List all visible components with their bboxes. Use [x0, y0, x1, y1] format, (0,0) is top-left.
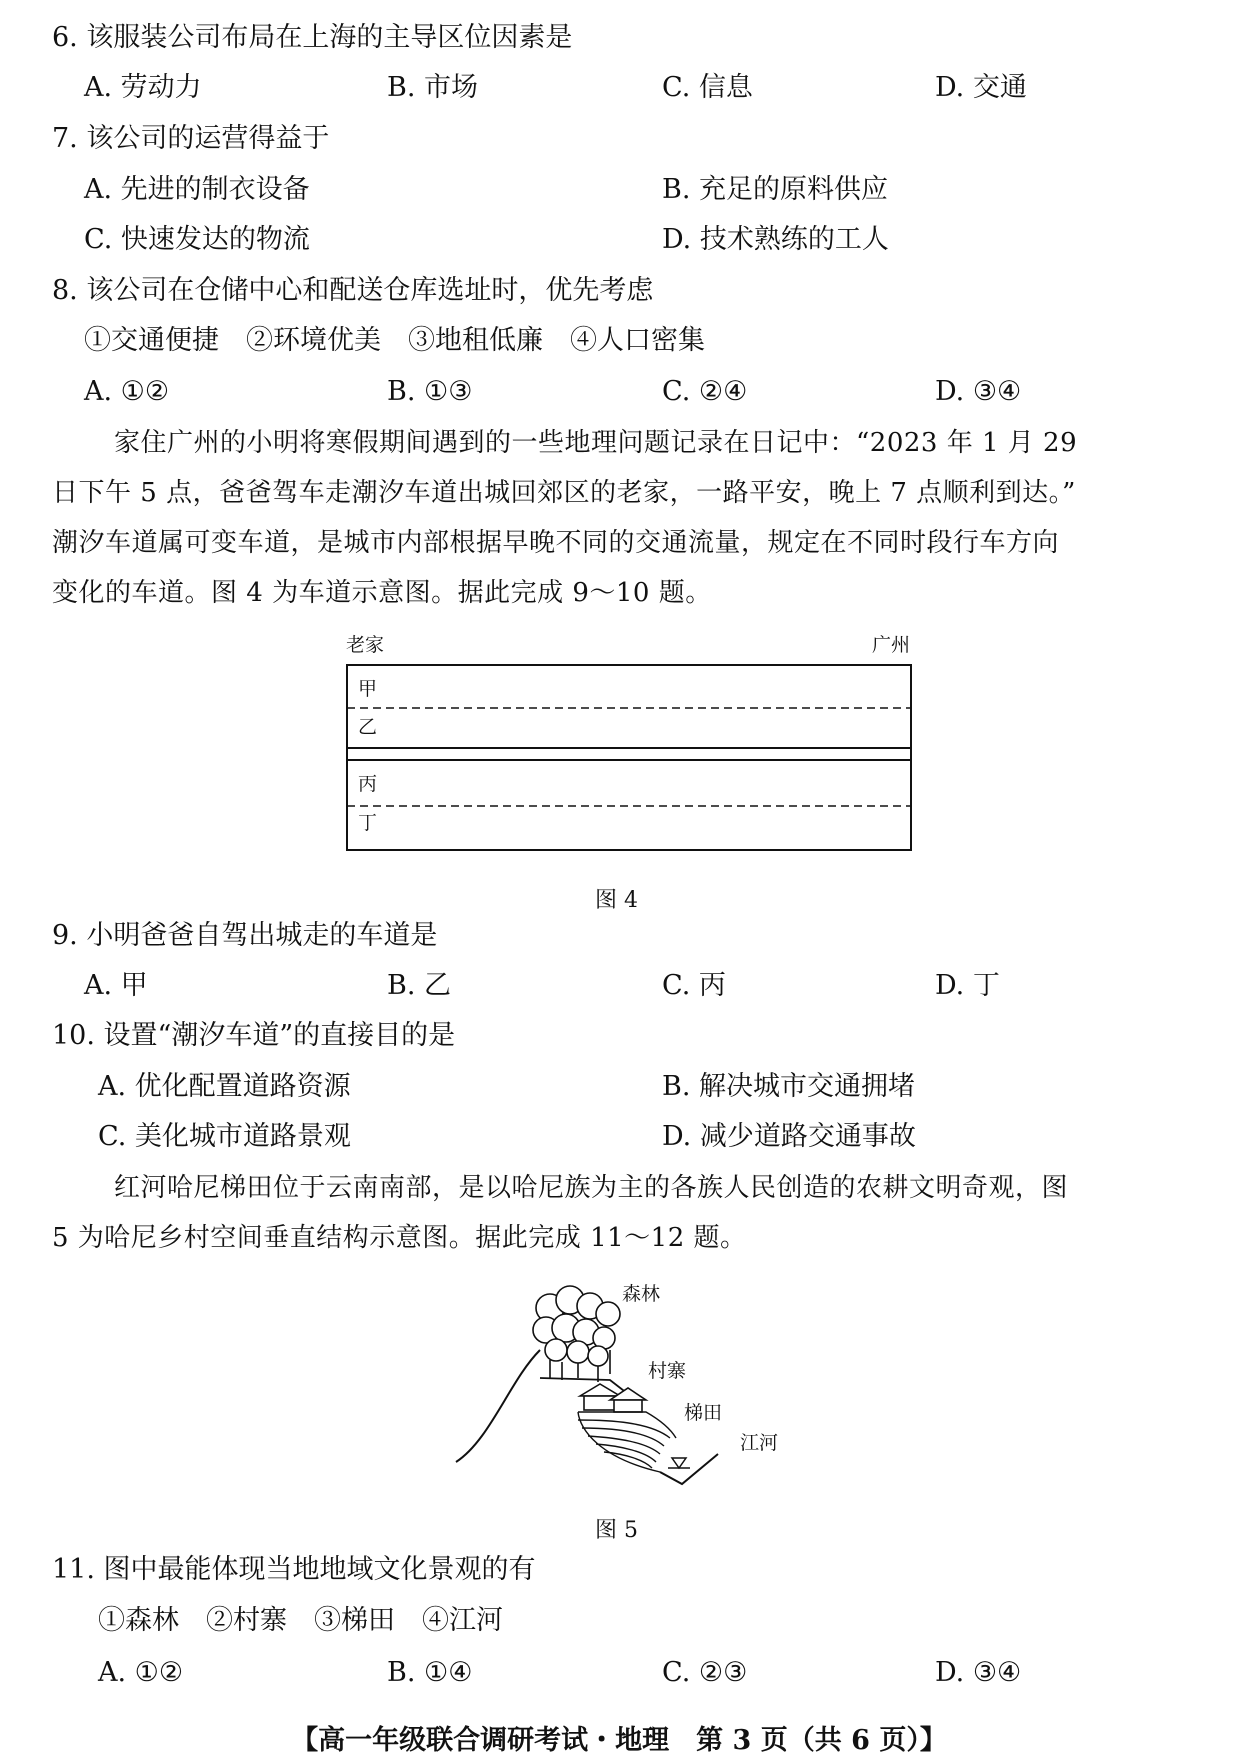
question-9-option-b: B. 乙	[387, 970, 452, 1001]
figure-5-forest-label: 森林	[622, 1283, 661, 1305]
question-10-option-d: D. 减少道路交通事故	[662, 1121, 916, 1152]
lane-yi-label: 乙	[358, 716, 378, 738]
question-10-stem: 10. 设置“潮汐车道”的直接目的是	[52, 1020, 456, 1051]
river-symbol-icon	[672, 1458, 686, 1468]
figure-5-village-label: 村寨	[648, 1360, 687, 1382]
question-11-option-d: D. ③④	[935, 1657, 1022, 1688]
village-house-icon	[580, 1384, 646, 1412]
mountain-left-slope	[456, 1350, 540, 1462]
question-6-option-d: D. 交通	[935, 72, 1027, 103]
figure-5-river-label: 江河	[740, 1432, 779, 1454]
question-7-option-b: B. 充足的原料供应	[662, 174, 889, 205]
question-6-option-c: C. 信息	[662, 72, 753, 103]
figure-4-left-label: 老家	[346, 634, 385, 656]
page-footer: 【高一年级联合调研考试・地理 第 3 页（共 6 页）】	[291, 1725, 947, 1756]
question-11-stem: 11. 图中最能体现当地地域文化景观的有	[52, 1554, 536, 1585]
question-9-stem: 9. 小明爸爸自驾出城走的车道是	[52, 920, 438, 951]
passage-1-line-3: 潮汐车道属可变车道，是城市内部根据早晚不同的交通流量，规定在不同时段行车方向	[52, 528, 1060, 558]
lane-ding-label: 丁	[358, 812, 378, 834]
question-11-items: ①森林 ②村寨 ③梯田 ④江河	[98, 1605, 503, 1636]
question-6-stem: 6. 该服装公司布局在上海的主导区位因素是	[52, 22, 573, 53]
question-9-option-a: A. 甲	[84, 970, 148, 1001]
question-11-option-c: C. ②③	[662, 1657, 748, 1688]
figure-4-right-label: 广州	[872, 634, 911, 656]
figure-5-caption: 图 5	[595, 1518, 638, 1543]
question-11-option-a: A. ①②	[98, 1657, 184, 1688]
road-outline	[347, 665, 911, 850]
question-10-option-c: C. 美化城市道路景观	[98, 1121, 351, 1152]
question-8-option-a: A. ①②	[84, 376, 170, 407]
terraces-icon	[578, 1412, 676, 1472]
question-9-option-d: D. 丁	[935, 970, 1000, 1001]
question-9-option-c: C. 丙	[662, 970, 726, 1001]
question-8-stem: 8. 该公司在仓储中心和配送仓库选址时，优先考虑	[52, 275, 654, 306]
question-7-option-c: C. 快速发达的物流	[84, 224, 310, 255]
question-6-option-b: B. 市场	[387, 72, 479, 103]
question-10-option-a: A. 优化配置道路资源	[98, 1071, 351, 1102]
question-7-option-d: D. 技术熟练的工人	[662, 224, 889, 255]
figure-5-terrace-label: 梯田	[684, 1402, 723, 1424]
question-8-option-c: C. ②④	[662, 376, 748, 407]
lane-bing-label: 丙	[358, 773, 378, 795]
passage-2-line-2: 5 为哈尼乡村空间垂直结构示意图。据此完成 11～12 题。	[52, 1223, 747, 1253]
passage-1-line-2: 日下午 5 点，爸爸驾车走潮汐车道出城回郊区的老家，一路平安，晚上 7 点顺利到达。”	[52, 478, 1076, 508]
question-8-option-b: B. ①③	[387, 376, 473, 407]
passage-2-line-1: 红河哈尼梯田位于云南南部，是以哈尼族为主的各族人民创造的农耕文明奇观，图	[114, 1173, 1069, 1203]
forest-trees-icon	[533, 1286, 620, 1382]
question-10-option-b: B. 解决城市交通拥堵	[662, 1071, 916, 1102]
question-8-items: ①交通便捷 ②环境优美 ③地租低廉 ④人口密集	[84, 325, 705, 356]
figure-4-lane-diagram	[346, 664, 912, 852]
question-8-option-d: D. ③④	[935, 376, 1022, 407]
passage-1-line-1: 家住广州的小明将寒假期间遇到的一些地理问题记录在日记中：“2023 年 1 月 29	[114, 428, 1078, 458]
figure-4-caption: 图 4	[595, 888, 638, 913]
passage-1-line-4: 变化的车道。图 4 为车道示意图。据此完成 9～10 题。	[52, 578, 712, 608]
question-11-option-b: B. ①④	[387, 1657, 473, 1688]
lane-jia-label: 甲	[358, 678, 378, 700]
forest-ground	[540, 1378, 628, 1394]
question-7-option-a: A. 先进的制衣设备	[84, 174, 310, 205]
river-valley	[660, 1454, 718, 1484]
question-6-option-a: A. 劳动力	[84, 72, 202, 103]
question-7-stem: 7. 该公司的运营得益于	[52, 123, 330, 154]
